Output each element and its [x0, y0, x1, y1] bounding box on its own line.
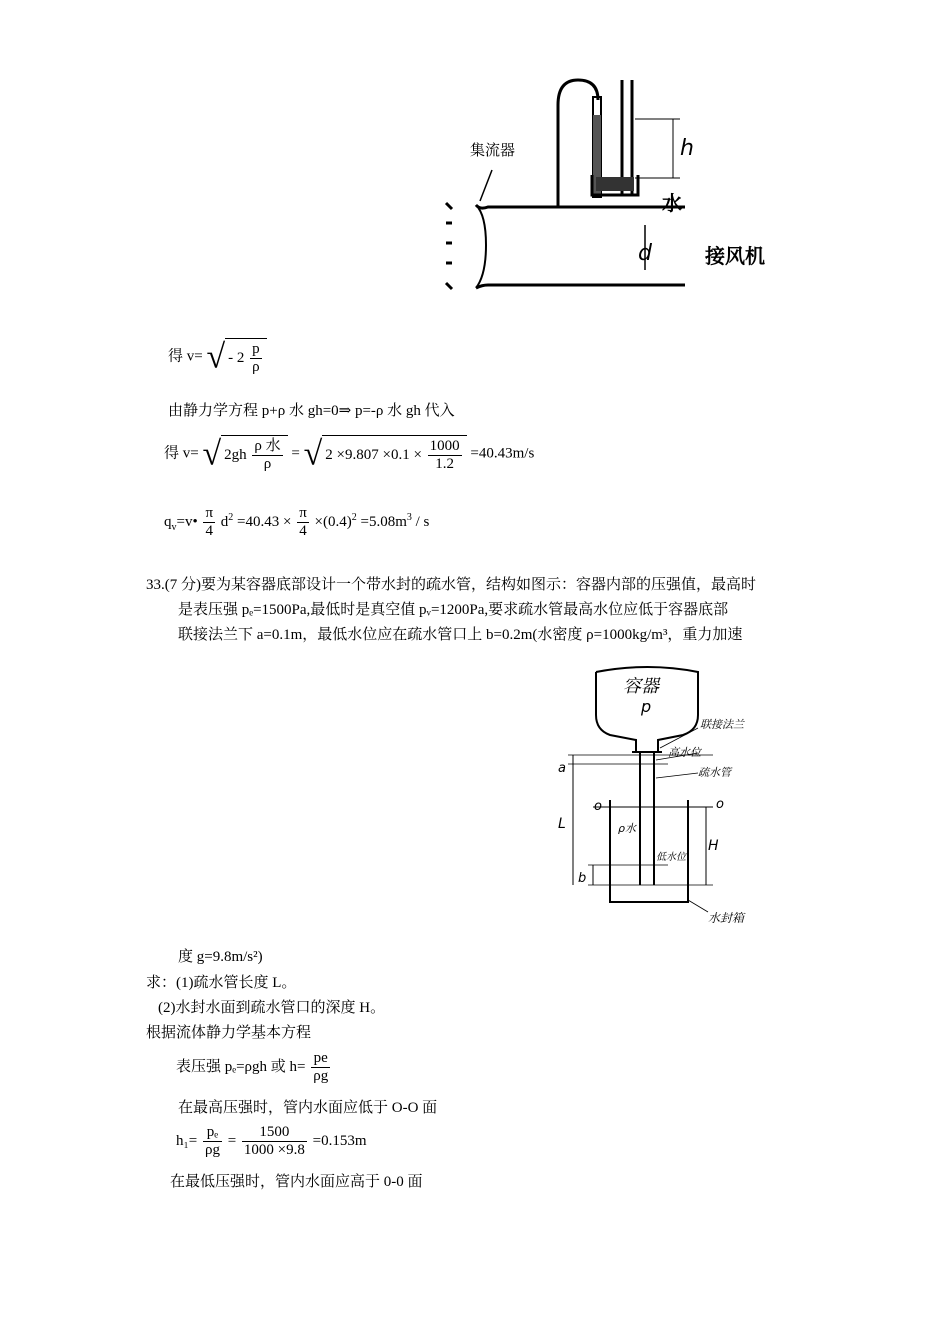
eq4-exp: 2 [228, 512, 234, 524]
eq3-inner: 2gh [224, 447, 247, 464]
question-2: (2)水封水面到疏水管口的深度 H。 [158, 1000, 386, 1016]
eq1-num: p [250, 341, 262, 359]
flange-label: 联接法兰 [700, 718, 744, 731]
eq4-tail: ×(0.4) [314, 514, 352, 531]
problem-33-line2: 是表压强 pₑ=1500Pa,最低时是真空值 pᵥ=1200Pa,要求疏水管最高水位应低于容器底部 [178, 602, 729, 618]
eq4-q: q [164, 514, 172, 531]
eq6-result: =0.153m [312, 1133, 367, 1150]
fan-label: 接风机 [705, 244, 765, 268]
eq5-prefix: 表压强 pₑ=ρgh 或 h= [176, 1059, 306, 1076]
collector-label: 集流器 [470, 141, 516, 159]
problem-33-line4: 度 g=9.8m/s²) [178, 949, 263, 965]
eq6-num1: pₑ [203, 1124, 222, 1142]
equation-gauge-pressure [176, 1050, 332, 1086]
eq3-den1: ρ [263, 456, 272, 473]
eq1-sqrt: √ - 2 $\frac{p}{\rho}$ [206, 338, 266, 377]
eq6-den1: ρg [204, 1142, 220, 1159]
eq4-exp3: 3 [406, 512, 412, 524]
eq3-result: =40.43m/s [470, 445, 535, 462]
eq4-mid: =40.43 × [237, 514, 292, 531]
vessel-label: 容器 [623, 676, 659, 697]
question-1: 求：(1)疏水管长度 L。 [146, 975, 297, 991]
statics-equation: 由静力学方程 p+ρ 水 gh=0⇒ p=-ρ 水 gh 代入 [168, 403, 455, 419]
eq6-eq: = [227, 1133, 237, 1150]
eq6-den2: 1000 ×9.8 [243, 1142, 305, 1159]
o-left-label: o [594, 799, 602, 814]
eq3-prefix: 得 v= [164, 445, 199, 462]
eq3-den2: 1.2 [435, 456, 455, 473]
eq1-prefix: 得 v= [168, 348, 203, 365]
drain-label: 疏水管 [698, 766, 731, 779]
eq4-d: d [220, 514, 229, 531]
equation-flow-rate [164, 505, 429, 541]
seal-box-label: 水封箱 [708, 911, 745, 925]
water-label: 水 [662, 191, 682, 215]
eq5-den: ρg [313, 1068, 329, 1085]
eq3-num1: ρ 水 [252, 438, 282, 456]
h-label: h [680, 136, 694, 161]
eq1-den: ρ [252, 359, 260, 376]
b-label: b [578, 871, 587, 886]
eq4-den2: 4 [299, 523, 307, 540]
figure-drain-pipe-seal [548, 660, 758, 935]
eq4-unit: / s [415, 514, 430, 531]
d-label: d [638, 241, 652, 266]
L-label: L [558, 816, 566, 832]
eq3-mid: = [291, 445, 304, 462]
eq5-num: pe [311, 1050, 330, 1068]
problem-33-line3: 联接法兰下 a=0.1m，最低水位应在疏水管口上 b=0.2m(水密度 ρ=1000kg/m³，重力加速 [178, 627, 743, 643]
eq6-prefix: h₁= [176, 1133, 198, 1150]
eq4-eqv: =v• [176, 514, 198, 531]
problem-33-line1: 33.(7 分)要为某容器底部设计一个带水封的疏水管，结构如图示：容器内部的压强值，最高时 [146, 577, 756, 593]
equation-v-sqrt [168, 338, 267, 377]
equation-h1 [176, 1124, 367, 1160]
high-water-label: 高水位 [668, 746, 701, 759]
eq4-num2: π [297, 505, 309, 523]
eq4-result: =5.08m [360, 514, 407, 531]
equation-v-value: 得 v= √ 2gh $\frac{\text{ρ 水}}{\rho}$ = √ 2 ×9.807 ×0.1 × $\frac{1000}{1.2}$ =40.43m/s [164, 435, 535, 473]
eq4-num1: π [203, 505, 215, 523]
eq4-den1: 4 [205, 523, 213, 540]
pressure-label: p [641, 697, 652, 716]
eq4-q-sub: v [171, 522, 177, 534]
o-right-label: o [716, 797, 724, 812]
eq4-exp2: 2 [351, 512, 357, 524]
low-water-label: 低水位 [656, 852, 686, 863]
a-label: a [558, 761, 566, 776]
H-label: H [708, 838, 719, 854]
eq6-num2: 1500 [242, 1124, 307, 1142]
line-high-pressure: 在最高压强时，管内水面应低于 O-O 面 [178, 1100, 438, 1116]
figure-collector-manometer [440, 75, 800, 305]
rho-label: ρ水 [618, 822, 636, 835]
line-low-pressure: 在最低压强时，管内水面应高于 0-0 面 [170, 1174, 423, 1190]
solution-basis: 根据流体静力学基本方程 [146, 1025, 312, 1041]
eq3-inner2: 2 ×9.807 ×0.1 × [325, 447, 422, 464]
eq3-num2: 1000 [428, 438, 462, 456]
eq1-inner: - 2 [228, 350, 245, 367]
